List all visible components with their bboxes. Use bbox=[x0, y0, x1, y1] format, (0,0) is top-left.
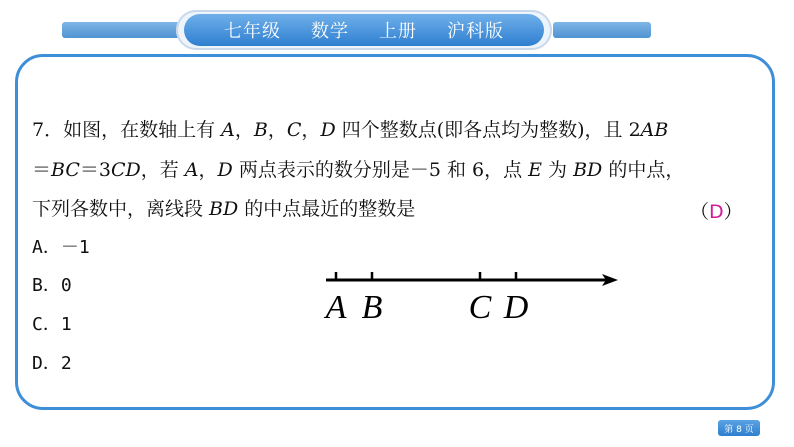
point-label-b: B bbox=[361, 289, 383, 326]
answer-value: D bbox=[709, 201, 724, 223]
question-line-2-segment: BD bbox=[573, 159, 603, 181]
option-b: B．0 bbox=[32, 275, 72, 296]
question-line-3-segment: 下列各数中，离线段 bbox=[32, 198, 210, 220]
answer-close-paren: ） bbox=[723, 201, 743, 223]
question-line-2-segment: ， bbox=[198, 159, 218, 181]
question-card bbox=[15, 54, 775, 410]
question-line-2-segment: A bbox=[184, 159, 199, 181]
question-line-2-segment: ＝3 bbox=[79, 159, 111, 181]
question-line-1-segment: ， bbox=[301, 119, 321, 141]
question-line-1-segment: 7．如图，在数轴上有 bbox=[32, 119, 222, 141]
question-line-2-segment: BC bbox=[51, 159, 80, 181]
header-left-bar bbox=[62, 22, 184, 38]
question-line-2-segment: 的中点， bbox=[602, 159, 685, 181]
option-a: A．－1 bbox=[32, 237, 90, 258]
question-line-3 bbox=[32, 197, 415, 221]
question-line-2-segment: ＝ bbox=[32, 159, 52, 181]
question-line-2-segment: D bbox=[217, 159, 233, 181]
question-line-2-segment: E bbox=[528, 159, 542, 181]
question-line-1-segment: ， bbox=[234, 119, 254, 141]
point-label-a: A bbox=[325, 289, 347, 326]
page-number-badge: 第 8 页 bbox=[718, 420, 760, 436]
point-label-d: D bbox=[503, 289, 529, 326]
answer-open-paren: （ bbox=[690, 201, 710, 223]
option-c: C．1 bbox=[32, 314, 72, 335]
header-title-bar bbox=[184, 14, 544, 46]
header-subject: 数学 bbox=[311, 21, 349, 42]
question-line-1-segment: 四个整数点(即各点均为整数)，且 2 bbox=[335, 119, 641, 141]
question-line-2 bbox=[32, 158, 684, 182]
point-label-c: C bbox=[468, 289, 492, 326]
question-line-1-segment: AB bbox=[640, 119, 669, 141]
option-d: D．2 bbox=[32, 353, 72, 374]
question-line-3-segment: BD bbox=[209, 198, 239, 220]
question-line-1-segment: B bbox=[253, 119, 268, 141]
header-right-bar bbox=[553, 22, 651, 38]
question-line-3-segment: 的中点最近的整数是 bbox=[238, 198, 416, 220]
number-line-figure bbox=[310, 262, 630, 332]
question-line-2-segment: 两点表示的数分别是－5 和 6，点 bbox=[232, 159, 529, 181]
question-line-1-segment: A bbox=[221, 119, 235, 141]
question-line-2-segment: 为 bbox=[542, 159, 574, 181]
header-edition: 沪科版 bbox=[447, 21, 504, 42]
question-line-1-segment: C bbox=[286, 119, 302, 141]
question-line-2-segment: ，若 bbox=[140, 159, 185, 181]
question-line-1-segment: D bbox=[320, 119, 336, 141]
header-volume: 上册 bbox=[379, 21, 417, 42]
answer-bracket bbox=[690, 197, 743, 224]
question-line-1-segment: ， bbox=[267, 119, 287, 141]
question-line-2-segment: CD bbox=[110, 159, 141, 181]
header-grade: 七年级 bbox=[224, 21, 281, 42]
question-line-1 bbox=[32, 118, 668, 142]
